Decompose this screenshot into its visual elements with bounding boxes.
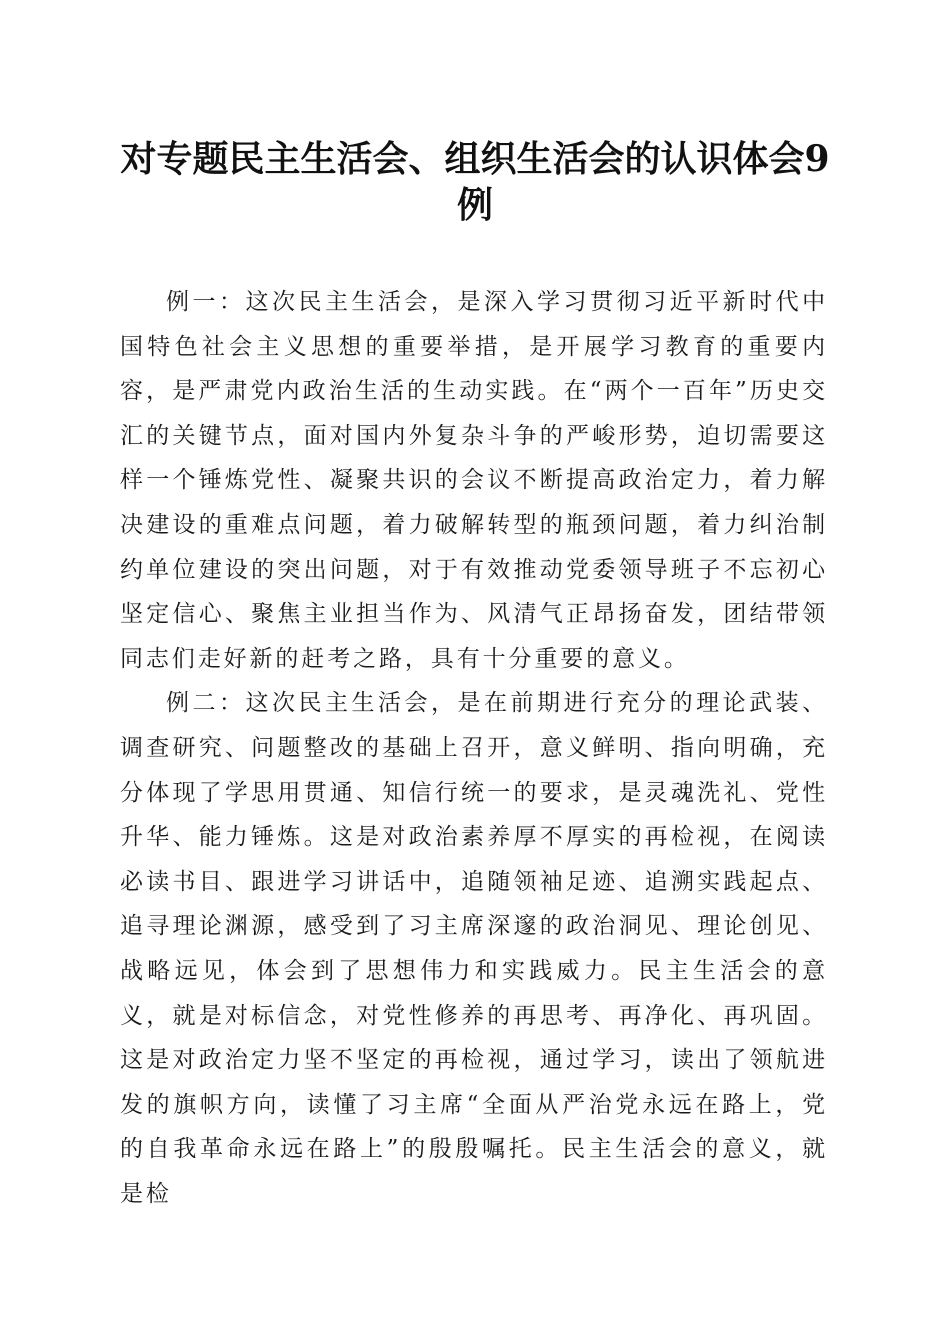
paragraph-example-2: 例二：这次民主生活会，是在前期进行充分的理论武装、调查研究、问题整改的基础上召开，意义鲜明、指向明确，充分体现了学思用贯通、知信行统一的要求，是灵魂洗礼、党性升华、能力锤炼。这是对政治素养厚不厚实的再检视，在阅读必读书目、跟进学习讲话中，追随领袖足迹、追溯实践起点、追寻理论渊源，感受到了习主席深邃的政治洞见、理论创见、战略远见，体会到了思想伟力和实践威力。民主生活会的意义，就是对标信念，对党性修养的再思考、再净化、再巩固。这是对政治定力坚不坚定的再检视，通过学习，读出了领航进发的旗帜方向，读懂了习主席“全面从严治党永远在路上，党的自我革命永远在路上”的殷殷嘱托。民主生活会的意义，就是检 xyxy=(120,690,828,1207)
document-body xyxy=(120,280,828,1216)
document-title: 对专题民主生活会、组织生活会的认识体会9例 xyxy=(120,138,830,226)
paragraph-example-1: 例一：这次民主生活会，是深入学习贯彻习近平新时代中国特色社会主义思想的重要举措，是开展学习教育的重要内容，是严肃党内政治生活的生动实践。在“两个一百年”历史交汇的关键节点，面对国内外复杂斗争的严峻形势，迫切需要这样一个锤炼党性、凝聚共识的会议不断提高政治定力，着力解决建设的重难点问题，着力破解转型的瓶颈问题，着力纠治制约单位建设的突出问题，对于有效推动党委领导班子不忘初心坚定信心、聚焦主业担当作为、风清气正昂扬奋发，团结带领同志们走好新的赶考之路，具有十分重要的意义。 xyxy=(120,289,828,672)
